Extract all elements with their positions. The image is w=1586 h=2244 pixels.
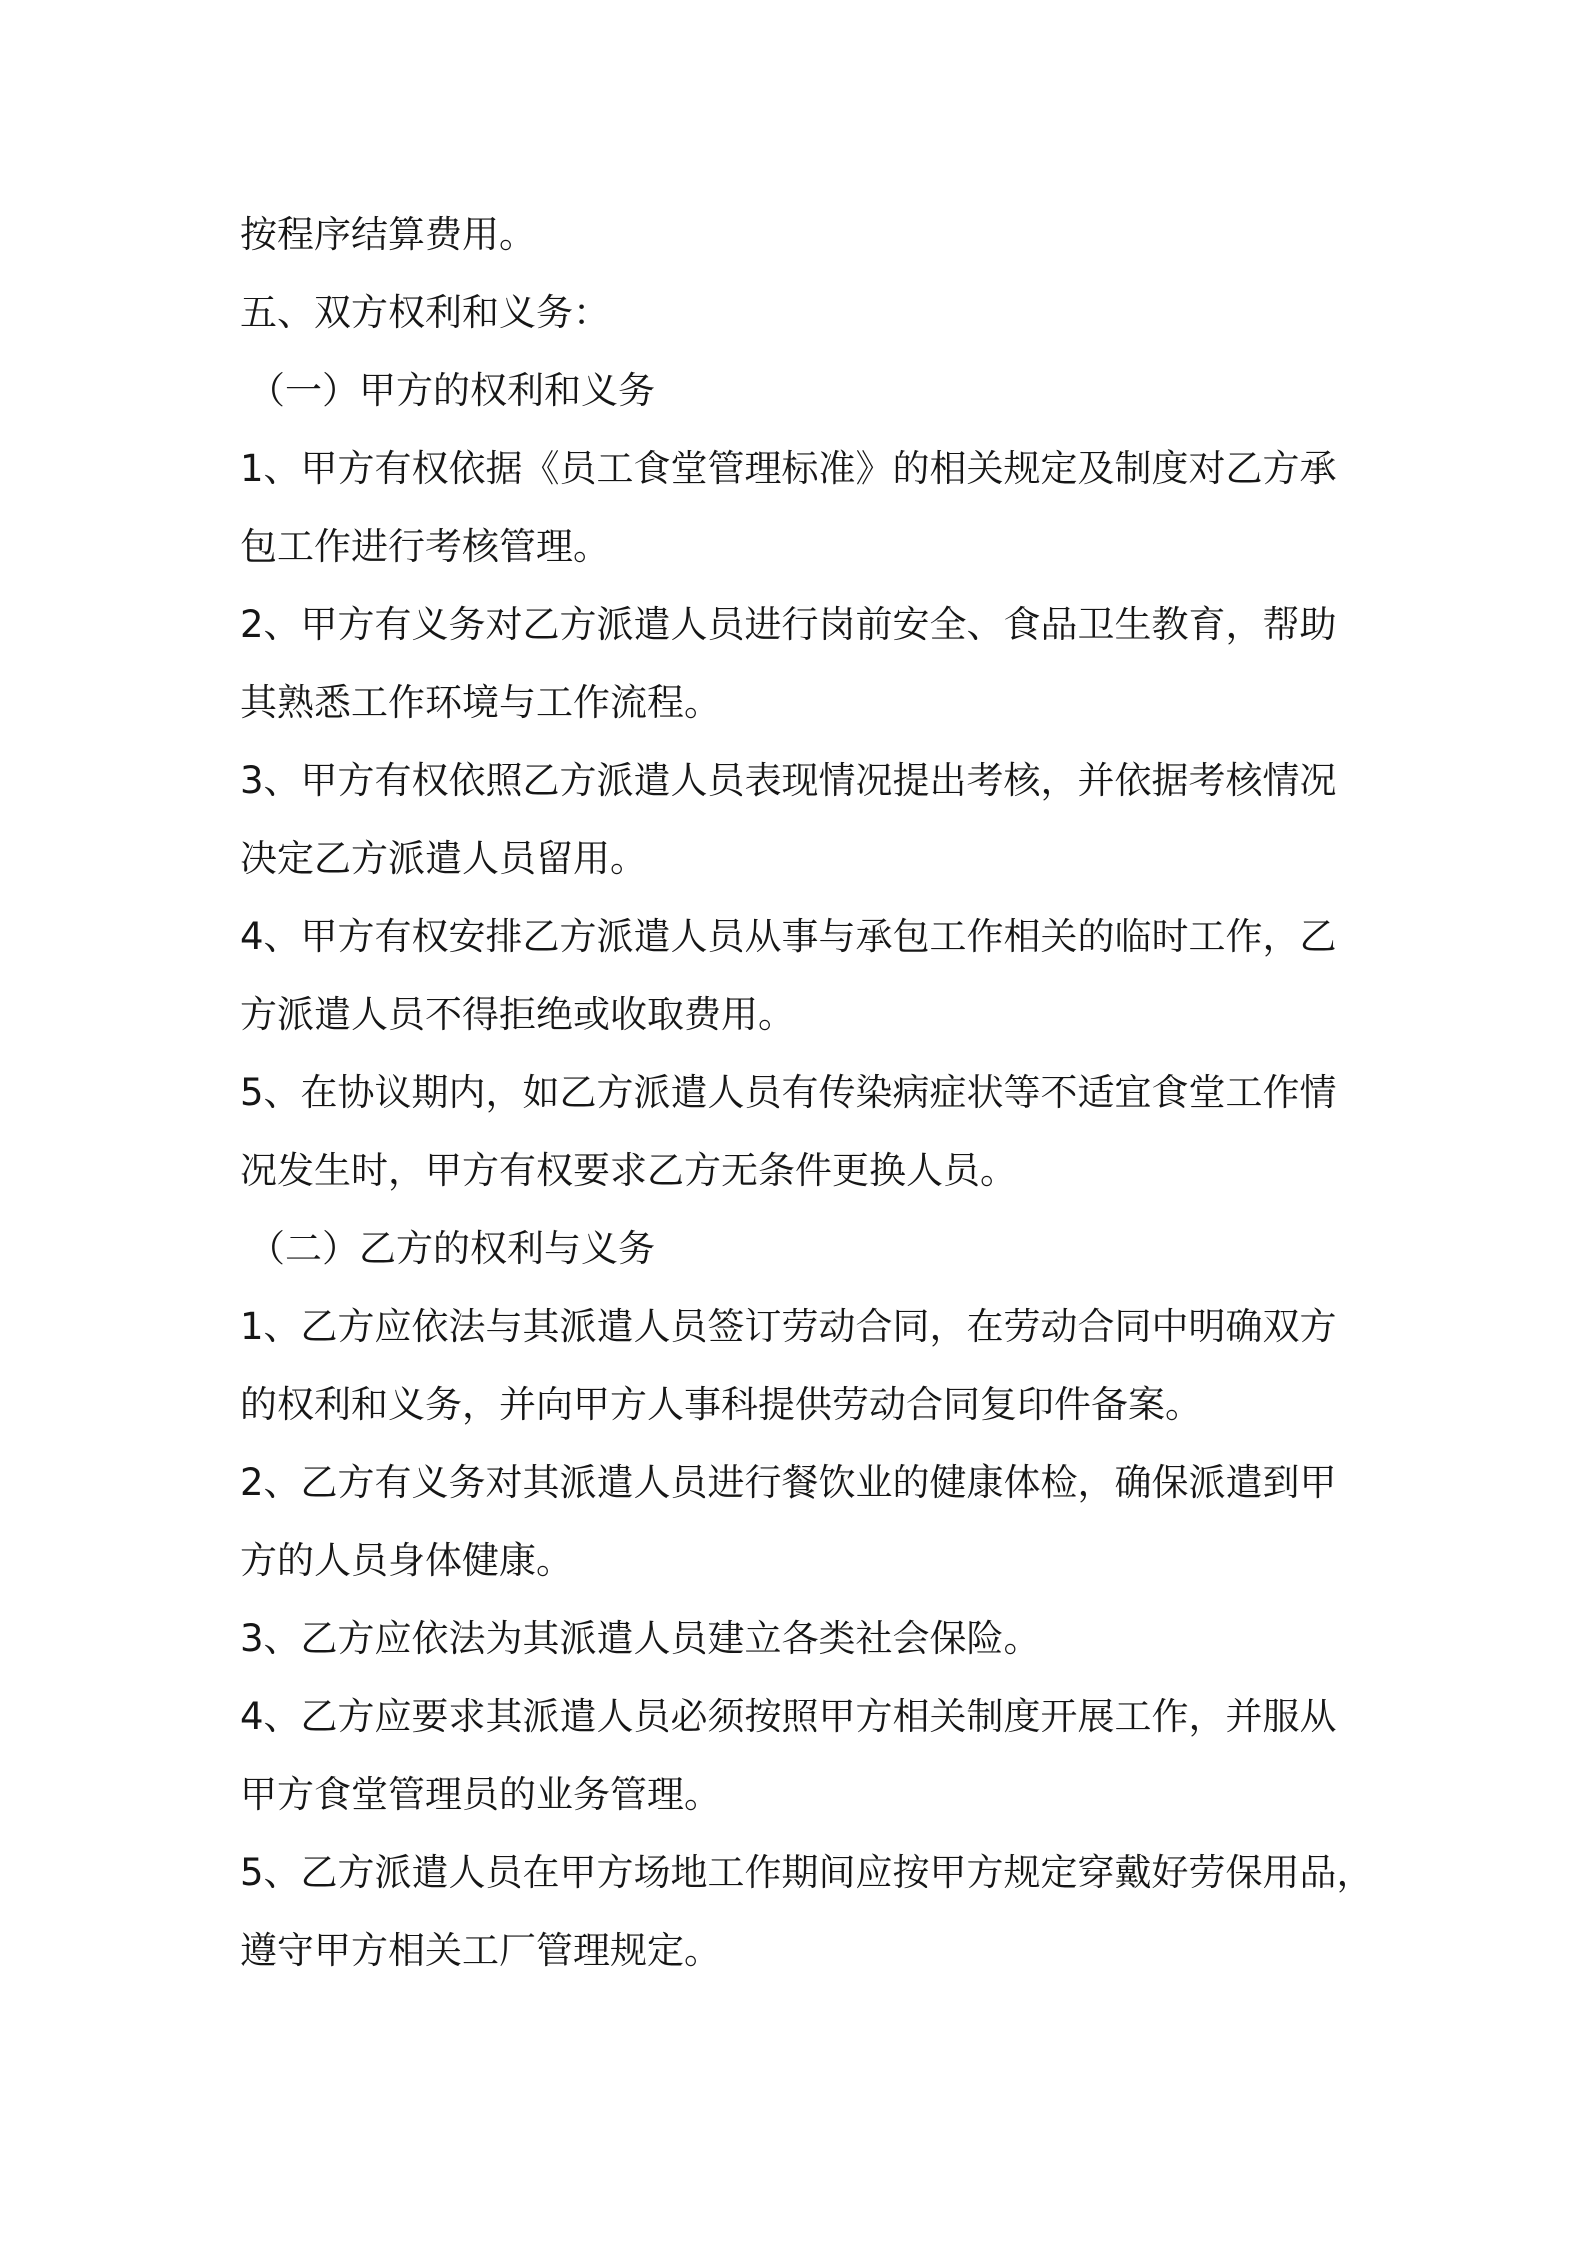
text-line: 1、乙方应依法与其派遣人员签订劳动合同，在劳动合同中明确双方 [240, 1305, 1337, 1348]
subsection-heading: （二）乙方的权利与义务 [248, 1227, 655, 1270]
text-line: 的权利和义务，并向甲方人事科提供劳动合同复印件备案。 [240, 1383, 1202, 1426]
text-line: 5、在协议期内，如乙方派遣人员有传染病症状等不适宜食堂工作情 [240, 1071, 1337, 1114]
section-heading: 五、双方权利和义务： [240, 291, 610, 334]
text-line: 包工作进行考核管理。 [240, 525, 610, 568]
document-body [240, 196, 1374, 1990]
text-line: 方的人员身体健康。 [240, 1539, 573, 1582]
text-line: 甲方食堂管理员的业务管理。 [240, 1773, 721, 1816]
subsection-heading: （一）甲方的权利和义务 [248, 369, 655, 412]
text-line: 3、乙方应依法为其派遣人员建立各类社会保险。 [240, 1617, 1041, 1660]
text-line: 4、甲方有权安排乙方派遣人员从事与承包工作相关的临时工作，乙 [240, 915, 1337, 958]
text-line: 4、乙方应要求其派遣人员必须按照甲方相关制度开展工作，并服从 [240, 1695, 1337, 1738]
text-line: 方派遣人员不得拒绝或收取费用。 [240, 993, 795, 1036]
text-line: 遵守甲方相关工厂管理规定。 [240, 1929, 721, 1972]
text-line: 1、甲方有权依据《员工食堂管理标准》的相关规定及制度对乙方承 [240, 447, 1337, 490]
text-line: 2、乙方有义务对其派遣人员进行餐饮业的健康体检，确保派遣到甲 [240, 1461, 1337, 1504]
text-line: 2、甲方有义务对乙方派遣人员进行岗前安全、食品卫生教育，帮助 [240, 603, 1337, 646]
text-line: 5、乙方派遣人员在甲方场地工作期间应按甲方规定穿戴好劳保用品， [240, 1851, 1374, 1894]
text-line: 3、甲方有权依照乙方派遣人员表现情况提出考核，并依据考核情况 [240, 759, 1337, 802]
text-line: 其熟悉工作环境与工作流程。 [240, 681, 721, 724]
text-line: 决定乙方派遣人员留用。 [240, 837, 647, 880]
text-line: 况发生时，甲方有权要求乙方无条件更换人员。 [240, 1149, 1017, 1192]
text-line: 按程序结算费用。 [240, 213, 536, 256]
